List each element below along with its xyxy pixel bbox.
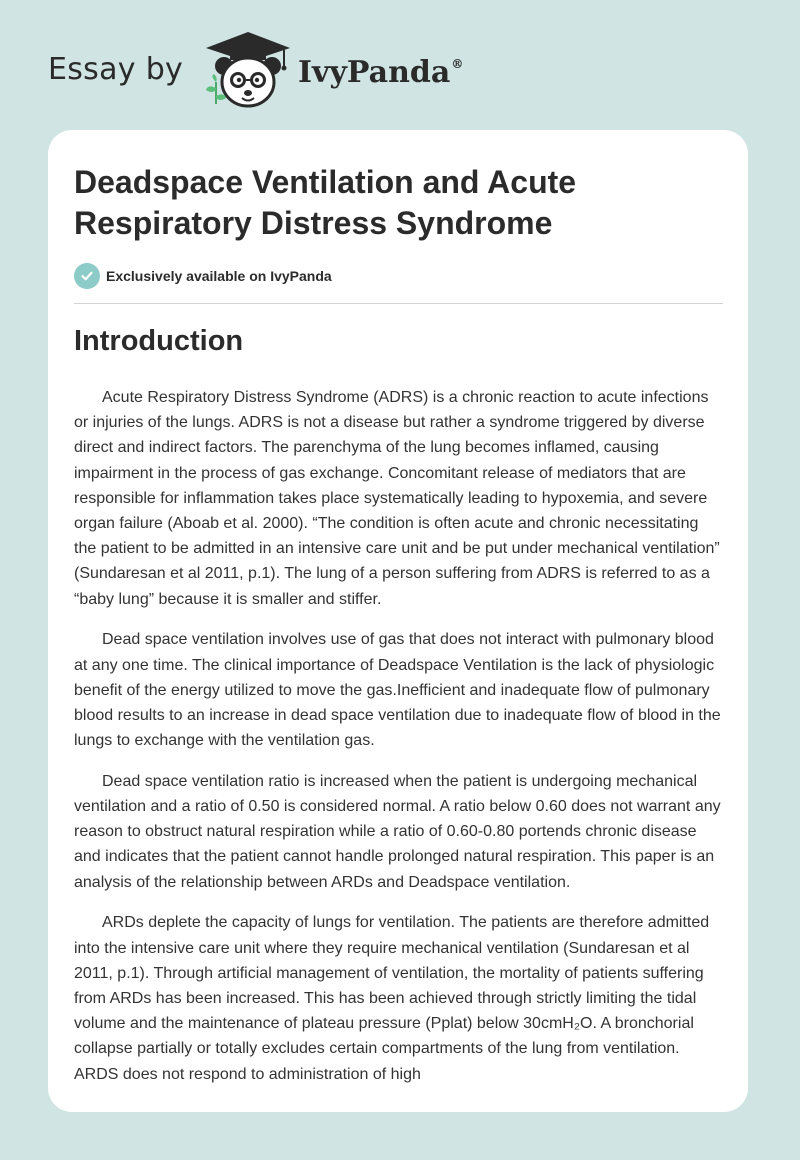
article-body [74,385,724,1102]
divider [74,303,723,304]
essay-by-label: Essay by [48,52,184,87]
exclusive-badge [74,263,332,289]
brand-name[interactable]: IvyPanda® [298,55,464,90]
registered-mark: ® [451,57,464,71]
exclusive-badge-label: Exclusively available on IvyPanda [106,268,332,284]
site-header [48,30,548,110]
article-card [48,130,748,1112]
page-title: Deadspace Ventilation and Acute Respiratory Distress Syndrome [74,164,577,241]
section-heading-introduction: Introduction [74,325,244,357]
paragraph: Dead space ventilation ratio is increased when the patient is undergoing mechanical ventilation and a ratio of 0.50 is considered normal. A ratio below 0.60 does not warrant any reason to obstruct natural respiration while a ratio of 0.60-0.80 portends chronic disease and indicates that the patient cannot handle prolonged natural respiration. This paper is an analysis of the relationship between ARDs and Deadspace ventilation. [74,772,721,891]
paragraph: Acute Respiratory Distress Syndrome (ADRS) is a chronic reaction to acute infections or injuries of the lungs. ADRS is not a disease but rather a syndrome triggered by diverse direct and indirect factors. The parenchyma of the lung becomes inflamed, causing impairment in the process of gas exchange. Concomitant release of mediators that are responsible for inflammation takes place systematically leading to hypoxemia, and severe organ failure (Aboab et al. 2000). “The condition is often acute and chronic necessitating the patient to be admitted in an intensive care unit and be put under mechanical ventilation” (Sundaresan et al 2011, p.1). The lung of a person suffering from ADRS is referred to as a “baby lung” because it is smaller and stiffer. [74,389,720,608]
paragraph: ARDs deplete the capacity of lungs for ventilation. The patients are therefore admitted into the intensive care unit where they require mechanical ventilation (Sundaresan et al 2011, p.1). Through artificial management of ventilation, the mortality of patients suffering from ARDs has been increased. This has been achieved through strictly limiting the tidal volume and the maintenance of plateau pressure (Pplat) below 30cmH₂O. A bronchorial collapse partially or totally excludes certain compartments of the lung from ventilation. ARDS does not respond to administration of high [74,914,710,1083]
panda-logo-icon[interactable] [200,30,296,110]
paragraph: Dead space ventilation involves use of gas that does not interact with pulmonary blood at any one time. The clinical importance of Deadspace Ventilation is the lack of physiologic benefit of the energy utilized to move the gas.Inefficient and inadequate flow of pulmonary blood results to an increase in dead space ventilation due to inadequate flow of blood in the lungs to exchange with the ventilation gas. [74,631,721,750]
check-icon [74,263,100,289]
